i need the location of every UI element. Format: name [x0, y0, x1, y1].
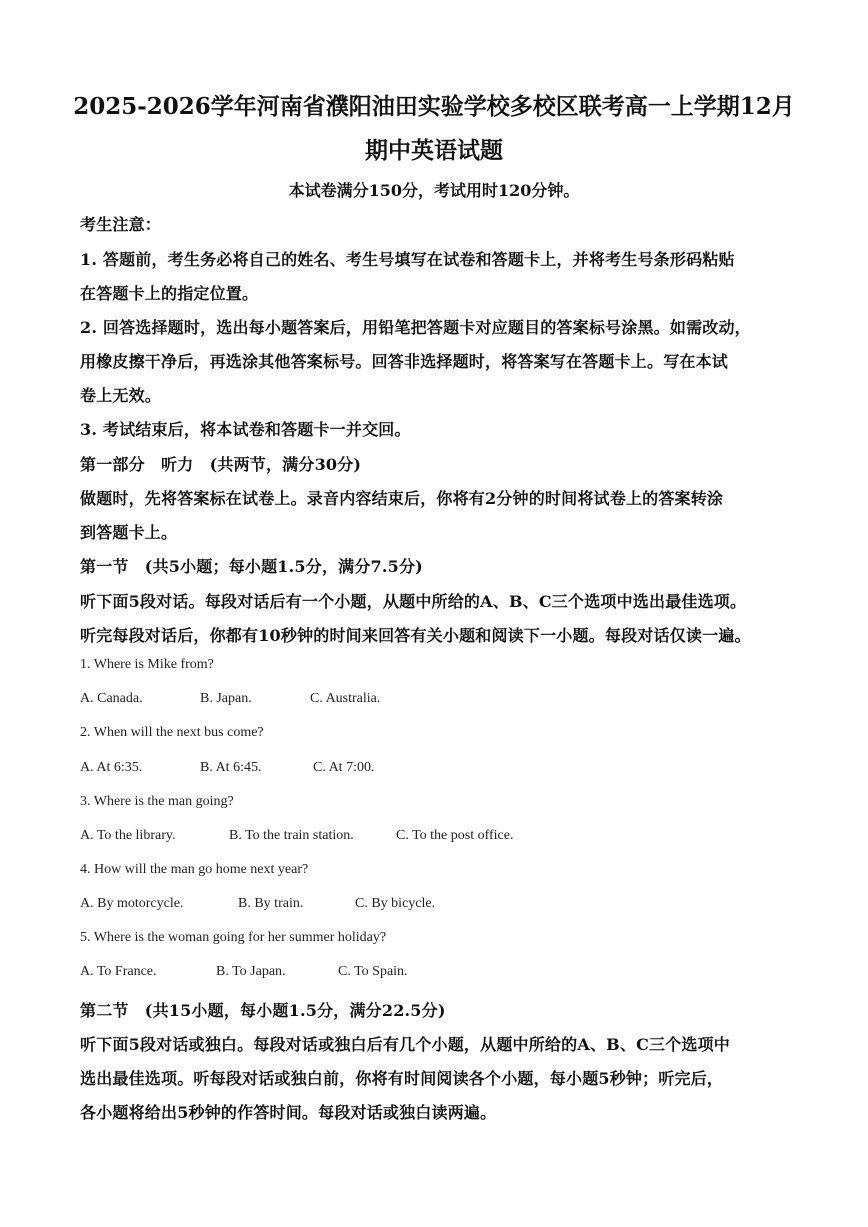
section2-instructions-line-3: 各小题将给出5秒钟的作答时间。每段对话或独白读两遍。: [80, 1103, 497, 1122]
question-5: 5. Where is the woman going for her summer holiday?: [80, 930, 387, 945]
question-5-option-b: B. To Japan.: [216, 964, 286, 979]
question-4-option-a: A. By motorcycle.: [80, 896, 184, 911]
question-3-option-b: B. To the train station.: [229, 828, 354, 843]
part1-instructions-line-2: 到答题卡上。: [80, 523, 178, 542]
notice-item-1-line-2: 在答题卡上的指定位置。: [80, 284, 259, 303]
exam-title-line2: 期中英语试题: [365, 137, 503, 164]
notice-heading: 考生注意：: [80, 215, 162, 234]
section1-heading: 第一节 (共5小题；每小题1.5分，满分7.5分): [80, 557, 423, 576]
question-1-option-a: A. Canada.: [80, 691, 143, 706]
section2-instructions-line-1: 听下面5段对话或独白。每段对话或独白后有几个小题，从题中所给的A、B、C三个选项中: [80, 1035, 731, 1054]
notice-item-1-line-1: 1. 答题前，考生务必将自己的姓名、考生号填写在试卷和答题卡上，并将考生号条形码粘贴: [80, 250, 735, 269]
section1-instructions-line-1: 听下面5段对话。每段对话后有一个小题，从题中所给的A、B、C三个选项中选出最佳选项。: [80, 592, 747, 611]
question-1-option-c: C. Australia.: [310, 691, 381, 706]
notice-item-2-line-1: 2. 回答选择题时，选出每小题答案后，用铅笔把答题卡对应题目的答案标号涂黑。如需改动，: [80, 318, 751, 337]
question-3-option-c: C. To the post office.: [396, 828, 514, 843]
question-1-option-b: B. Japan.: [200, 691, 252, 706]
exam-subtitle: 本试卷满分150分，考试用时120分钟。: [288, 181, 580, 200]
question-2-option-c: C. At 7:00.: [313, 760, 375, 775]
notice-item-2-line-2: 用橡皮擦干净后，再选涂其他答案标号。回答非选择题时，将答案写在答题卡上。写在本试: [80, 352, 729, 371]
question-3: 3. Where is the man going?: [80, 794, 234, 809]
question-3-option-a: A. To the library.: [80, 828, 176, 843]
exam-title-line1: 2025-2026学年河南省濮阳油田实验学校多校区联考高一上学期12月: [73, 93, 795, 120]
notice-item-2-line-3: 卷上无效。: [80, 386, 162, 405]
question-2: 2. When will the next bus come?: [80, 725, 264, 740]
question-4-option-b: B. By train.: [238, 896, 304, 911]
section2-instructions-line-2: 选出最佳选项。听每段对话或独白前，你将有时间阅读各个小题，每小题5秒钟；听完后，: [80, 1069, 724, 1088]
question-2-option-b: B. At 6:45.: [200, 760, 262, 775]
question-5-option-c: C. To Spain.: [338, 964, 408, 979]
question-2-option-a: A. At 6:35.: [80, 760, 143, 775]
part1-instructions-line-1: 做题时，先将答案标在试卷上。录音内容结束后，你将有2分钟的时间将试卷上的答案转涂: [80, 489, 724, 508]
part1-heading: 第一部分 听力 (共两节，满分30分): [80, 455, 362, 474]
notice-item-3: 3. 考试结束后，将本试卷和答题卡一并交回。: [80, 420, 411, 439]
question-4: 4. How will the man go home next year?: [80, 862, 309, 877]
question-1: 1. Where is Mike from?: [80, 657, 214, 672]
question-5-option-a: A. To France.: [80, 964, 157, 979]
question-4-option-c: C. By bicycle.: [355, 896, 436, 911]
section2-heading: 第二节 (共15小题，每小题1.5分，满分22.5分): [80, 1001, 446, 1020]
section1-instructions-line-2: 听完每段对话后，你都有10秒钟的时间来回答有关小题和阅读下一小题。每段对话仅读一遍。: [80, 626, 751, 645]
